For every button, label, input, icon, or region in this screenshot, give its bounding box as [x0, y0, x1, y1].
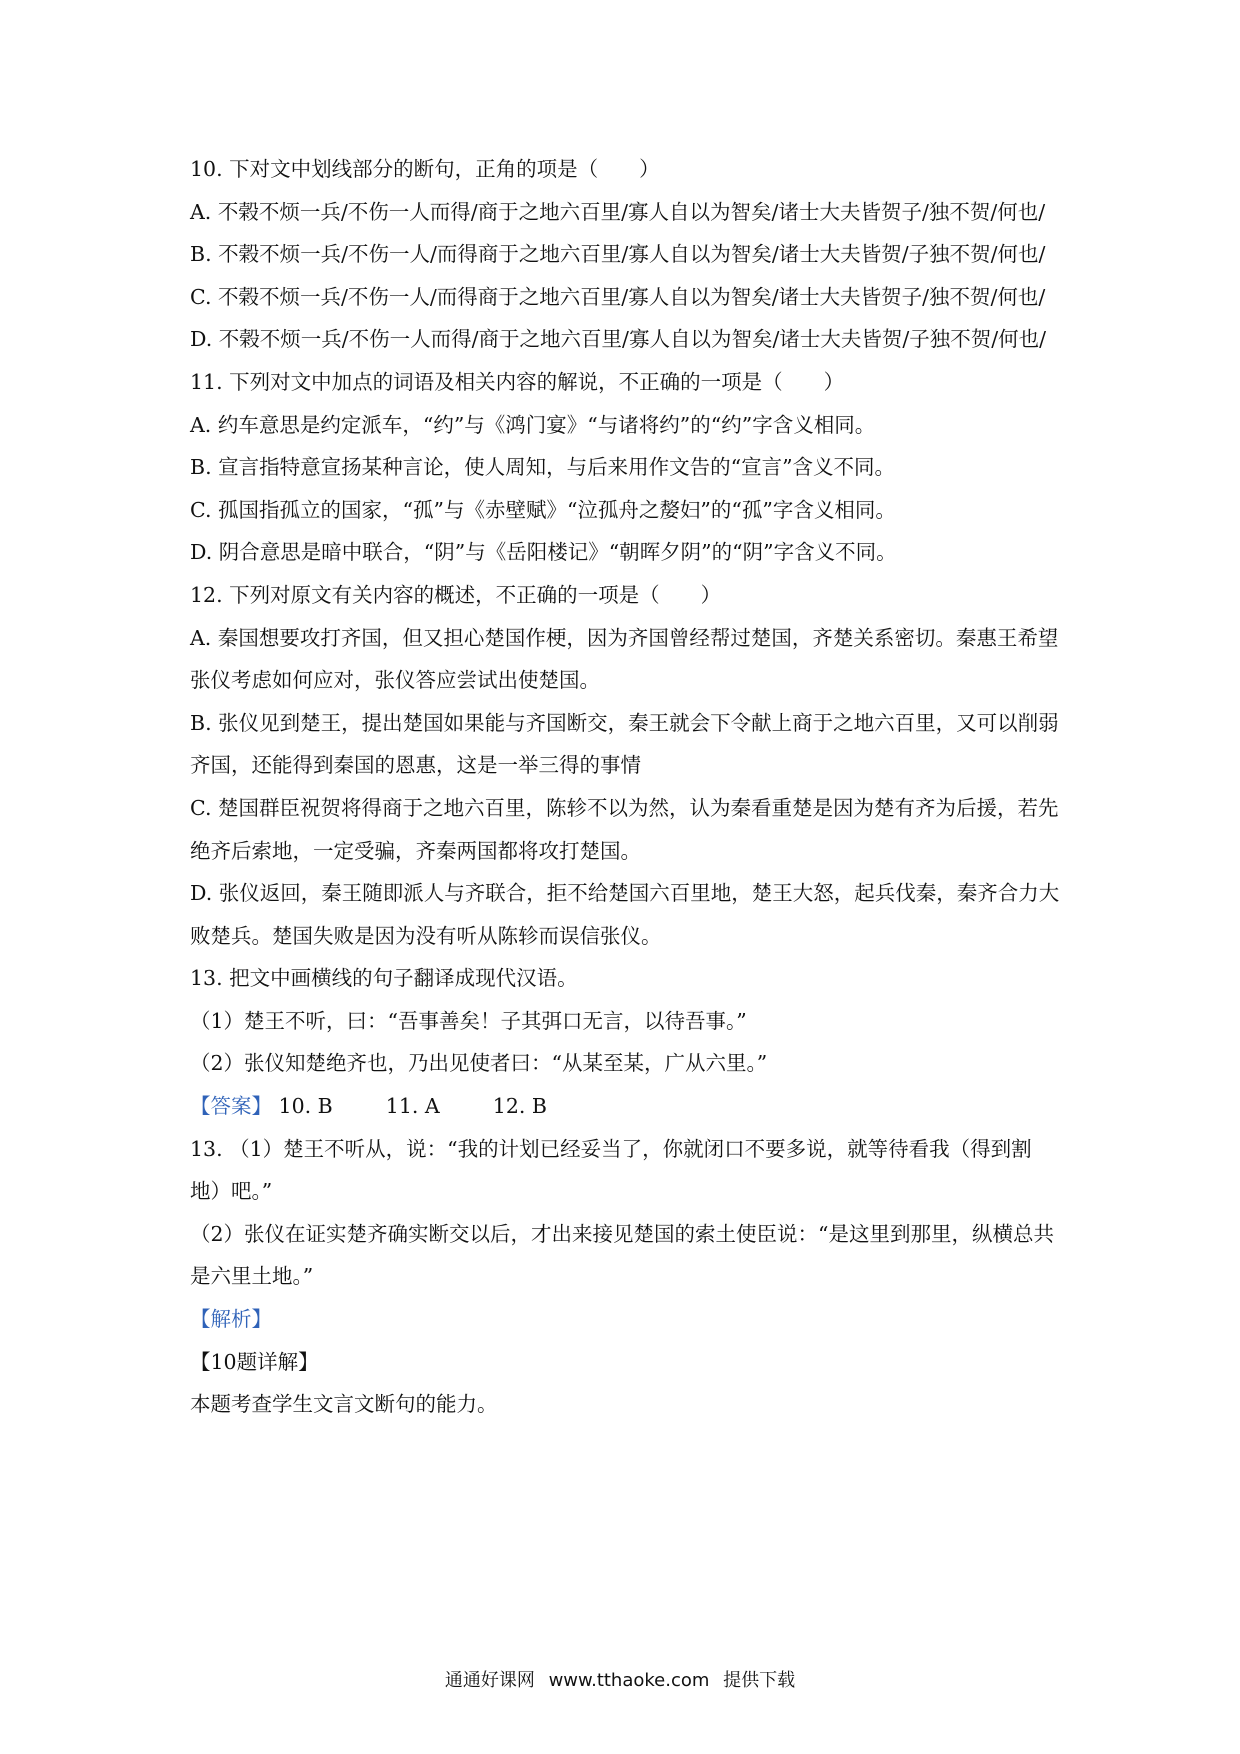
- footer-url[interactable]: www.tthaoke.com: [548, 1670, 710, 1691]
- answer-13-2: （2）张仪在证实楚齐确实断交以后，才出来接见楚国的索土使臣说：“是这里到那里，纵横总共是六里土地。”: [190, 1221, 1055, 1289]
- q13-item-2: （2）张仪知楚绝齐也，乃出见使者曰：“从某至某，广从六里。”: [190, 1051, 768, 1076]
- q11-stem: 11. 下列对文中加点的词语及相关内容的解说，不正确的一项是（ ）: [190, 369, 845, 394]
- answer-10: 10. B: [278, 1094, 333, 1119]
- answer-12: 12. B: [492, 1094, 547, 1119]
- q13-item-1: （1）楚王不听，曰：“吾事善矣！子其弭口无言，以待吾事。”: [190, 1008, 747, 1033]
- answer-label: 【答案】: [190, 1094, 272, 1119]
- q11-option-d: D. 阴合意思是暗中联合，“阴”与《岳阳楼记》“朝晖夕阴”的“阴”字含义不同。: [190, 540, 897, 565]
- q10-option-c: C. 不榖不烦一兵/不伤一人/而得商于之地六百里/寡人自以为智矣/诸士大夫皆贺子/独不贺/何也/: [190, 284, 1046, 309]
- analysis-label: 【解析】: [190, 1307, 272, 1332]
- page-footer: [0, 1666, 1240, 1692]
- q13-stem: 13. 把文中画横线的句子翻译成现代汉语。: [190, 966, 578, 991]
- q12-option-b: B. 张仪见到楚王，提出楚国如果能与齐国断交，秦王就会下令献上商于之地六百里，又可以削弱齐国，还能得到秦国的恩惠，这是一举三得的事情: [190, 710, 1059, 778]
- q11-option-b: B. 宣言指特意宣扬某种言论，使人周知，与后来用作文告的“宣言”含义不同。: [190, 455, 896, 480]
- q10-option-b: B. 不榖不烦一兵/不伤一人/而得商于之地六百里/寡人自以为智矣/诸士大夫皆贺/子独不贺/何也/: [190, 242, 1046, 267]
- q12-option-a: A. 秦国想要攻打齐国，但又担心楚国作梗，因为齐国曾经帮过楚国，齐楚关系密切。秦惠王希望张仪考虑如何应对，张仪答应尝试出使楚国。: [190, 625, 1059, 693]
- answer-row: [190, 1085, 1060, 1128]
- q11-option-c: C. 孤国指孤立的国家，“孤”与《赤壁赋》“泣孤舟之嫠妇”的“孤”字含义相同。: [190, 497, 896, 522]
- footer-site-name: 通通好课网: [444, 1670, 535, 1691]
- q12-stem: 12. 下列对原文有关内容的概述，不正确的一项是（ ）: [190, 582, 722, 607]
- analysis-text: 本题考查学生文言文断句的能力。: [190, 1392, 498, 1417]
- answer-13-1: 13. （1）楚王不听从，说：“我的计划已经妥当了，你就闭口不要多说，就等待看我（得到割地）吧。”: [190, 1136, 1032, 1204]
- q11-option-a: A. 约车意思是约定派车，“约”与《鸿门宴》“与诸将约”的“约”字含义相同。: [190, 412, 876, 437]
- footer-suffix: 提供下载: [723, 1670, 796, 1691]
- analysis-subheading: 【10题详解】: [190, 1349, 319, 1374]
- answer-11: 11. A: [385, 1094, 440, 1119]
- page-content: [190, 148, 1060, 1426]
- q10-option-a: A. 不榖不烦一兵/不伤一人而得/商于之地六百里/寡人自以为智矣/诸士大夫皆贺子/独不贺/何也/: [190, 199, 1046, 224]
- q10-option-d: D. 不榖不烦一兵/不伤一人而得/商于之地六百里/寡人自以为智矣/诸士大夫皆贺/子独不贺/何也/: [190, 327, 1047, 352]
- q12-option-c: C. 楚国群臣祝贺将得商于之地六百里，陈轸不以为然，认为秦看重楚是因为楚有齐为后援，若先绝齐后索地，一定受骗，齐秦两国都将攻打楚国。: [190, 795, 1059, 863]
- q12-option-d: D. 张仪返回，秦王随即派人与齐联合，拒不给楚国六百里地，楚王大怒，起兵伐秦，秦齐合力大败楚兵。楚国失败是因为没有听从陈轸而误信张仪。: [190, 881, 1060, 948]
- q10-stem: 10. 下对文中划线部分的断句，正角的项是（ ）: [190, 157, 660, 181]
